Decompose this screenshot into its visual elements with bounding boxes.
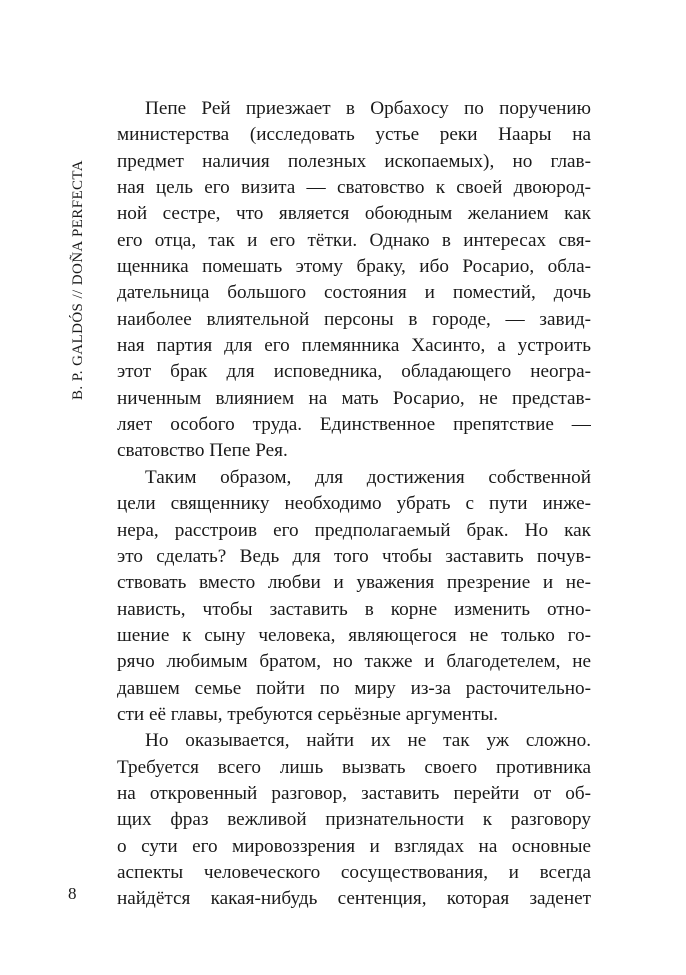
text-line: дательница большого состояния и поместий, дочь <box>117 282 591 304</box>
text-line: ствовать вместо любви и уважения презрение и не- <box>117 572 591 594</box>
page-number: 8 <box>68 884 77 903</box>
body-text <box>117 96 591 913</box>
text-line: давшем семье пойти по миру из-за расточительно- <box>117 677 591 699</box>
running-head: B. P. GALDÓS // DOÑA PERFECTA <box>70 159 86 401</box>
text-line: предмет наличия полезных ископаемых), но глав- <box>117 150 591 172</box>
text-line: щих фраз вежливой признательности к разговору <box>117 809 591 831</box>
text-line: рячо любимым братом, но также и благодетелем, не <box>117 651 591 673</box>
text-line: Но оказывается, найти их не так уж сложно. <box>145 730 591 752</box>
text-line: Таким образом, для достижения собственной <box>145 466 591 488</box>
text-line: найдётся какая-нибудь сентенция, которая заденет <box>117 888 591 910</box>
text-line: о сути его мировоззрения и взглядах на основные <box>117 835 591 857</box>
text-line: сватовство Пепе Рея. <box>117 440 288 462</box>
text-line: министерства (исследовать устье реки Наары на <box>117 124 591 146</box>
text-line: наиболее влиятельной персоны в городе, — завид- <box>117 308 591 330</box>
text-line: цели священнику необходимо убрать с пути инже- <box>117 493 591 515</box>
text-line: шение к сыну человека, являющегося не только го- <box>117 624 591 646</box>
text-line: Требуется всего лишь вызвать своего противника <box>117 756 591 778</box>
text-line: Пепе Рей приезжает в Орбахосу по поручению <box>145 98 591 119</box>
text-line: аспекты человеческого сосуществования, и всегда <box>117 861 591 883</box>
text-line: на откровенный разговор, заставить перейти от об- <box>117 782 591 804</box>
text-line: щенника помешать этому браку, ибо Росарио, обла- <box>117 256 591 278</box>
text-line: сти её главы, требуются серьёзные аргументы. <box>117 703 499 725</box>
text-line: это сделать? Ведь для того чтобы заставить почув- <box>117 545 591 567</box>
text-line: этот брак для исповедника, обладающего неогра- <box>117 361 591 383</box>
text-line: нера, расстроив его предполагаемый брак. Но как <box>117 519 591 541</box>
text-line: нависть, чтобы заставить в корне изменить отно- <box>117 598 591 620</box>
text-line: ляет особого труда. Единственное препятствие — <box>117 414 591 436</box>
text-line: ной сестре, что является обоюдным желанием как <box>117 203 591 225</box>
text-line: ная партия для его племянника Хасинто, а устроить <box>117 335 591 357</box>
text-line: ная цель его визита — сватовство к своей двоюрод- <box>117 177 591 199</box>
text-line: его отца, так и его тётки. Однако в интересах свя- <box>117 229 591 251</box>
text-line: ниченным влиянием на мать Росарио, не представ- <box>117 387 591 409</box>
